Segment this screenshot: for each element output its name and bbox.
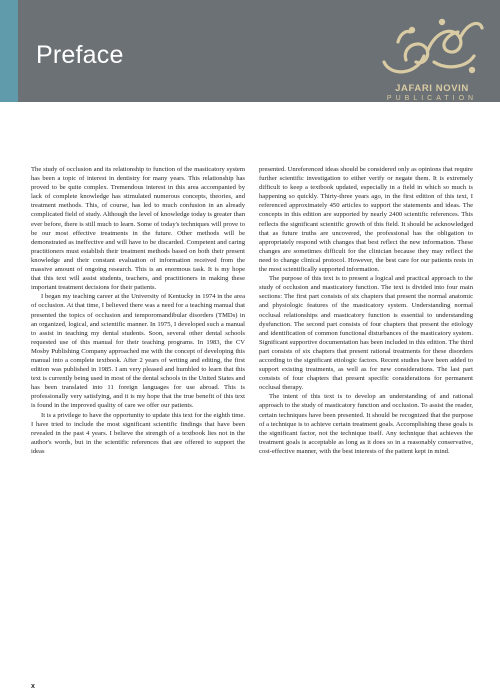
publisher-logo-icon: [376, 12, 488, 82]
publisher-logo: [373, 12, 491, 118]
paragraph: I began my teaching career at the University of Kentucky in 1974 in the area of occlusion. At that time, I believed there was a need for a teaching manual that presented the topics of occlusion and temporomandibular disorders (TMDs) in an organized, logical, and scientific manner. In 1975, I developed such a manual to assist in teaching my dental students. Soon, several other dental schools requested use of this manual for their teaching programs. In 1983, the CV Mosby Publishing Company approached me with the concept of developing this manual into a complete textbook. After 2 years of writing and editing, the first edition was published in 1985. I am very pleased and humbled to learn that this text is currently being used in most of the dental schools in the United States and has been translated into 11 foreign languages for use abroad. This is professionally very satisfying, and it is my hope that the true benefit of this text is found in the improved quality of care we offer our patients.: [31, 293, 245, 410]
left-column: [31, 165, 245, 456]
paragraph: It is a privilege to have the opportunity to update this text for the eighth time. I have tried to include the most significant scientific findings that have been revealed in the past 4 years. I believe the strength of a textbook lies not in the author's words, but in the scientific references that are offered to support the ideas: [31, 411, 245, 455]
right-column: [259, 165, 473, 456]
publisher-name: JAFARI NOVIN: [395, 83, 469, 94]
paragraph: The purpose of this text is to present a logical and practical approach to the study of occlusion and masticatory function. The text is divided into four main sections: The first part consists of six chapters that present the normal anatomic and physiologic features of the masticatory system. Understanding normal occlusal relationships and masticatory function is essential to understanding dysfunction. The second part consists of four chapters that present the etiology and identification of common functional disturbances of the masticatory system. Significant supportive documentation has been included in this edition. The third part consists of six chapters that present rational treatments for these disorders according to the significant etiologic factors. Recent studies have been added to support existing treatments, as well as for new considerations. The last part consists of four chapters that present specific considerations for permanent occlusal therapy.: [259, 275, 473, 392]
paragraph: The study of occlusion and its relationship to function of the masticatory system has been a topic of interest in dentistry for many years. This relationship has proved to be quite complex. Tremendous interest in this area accompanied by lack of complete knowledge has stimulated numerous concepts, theories, and treatment methods. This, of course, has led to much confusion in an already complicated field of study. Although the level of knowledge today is greater than ever before, there is still much to learn. Some of today's techniques will prove to be our most effective treatments in the future. Other methods will be demonstrated as ineffective and will have to be discarded. Competent and caring practitioners must establish their treatment methods based on both their present knowledge and their constant evaluation of information received from the massive amount of ongoing research. This is an enormous task. It is my hope that this text will assist students, teachers, and practitioners in making these important treatment decisions for their patients.: [31, 166, 245, 292]
edge-bar: [0, 0, 18, 102]
page-number: x: [31, 683, 35, 690]
paragraph: The intent of this text is to develop an understanding of and rational approach to the study of masticatory function and occlusion. To assist the reader, certain techniques have been presented. It should be recognized that the purpose of a technique is to achieve certain treatment goals. Accomplishing these goals is the significant factor, not the technique itself. Any technique that achieves the treatment goals is acceptable as long as it does so in a reasonably conservative, cost-effective manner, with the best interests of the patient kept in mind.: [259, 393, 473, 455]
preface-body: [31, 165, 473, 456]
publisher-tagline: PUBLICATION: [386, 95, 478, 102]
paragraph: presented. Unreferenced ideas should be considered only as opinions that require further scientific investigation to either verify or negate them. It is extremely difficult to keep a textbook updated, especially in a field in which so much is happening so quickly. Thirty-three years ago, in the first edition of this text, I referenced approximately 450 articles to support the statements and ideas. The concepts in this edition are supported by nearly 2400 scientific references. This reflects the significant scientific growth of this field. It should be acknowledged that as future truths are uncovered, the professional has the obligation to appropriately respond with changes that best reflect the new information. These changes are sometimes difficult for the clinician because they may reflect the need to change clinical protocol. However, the best care for our patients rests in the most scientifically supported information.: [259, 166, 473, 274]
page-title: Preface: [36, 41, 124, 69]
